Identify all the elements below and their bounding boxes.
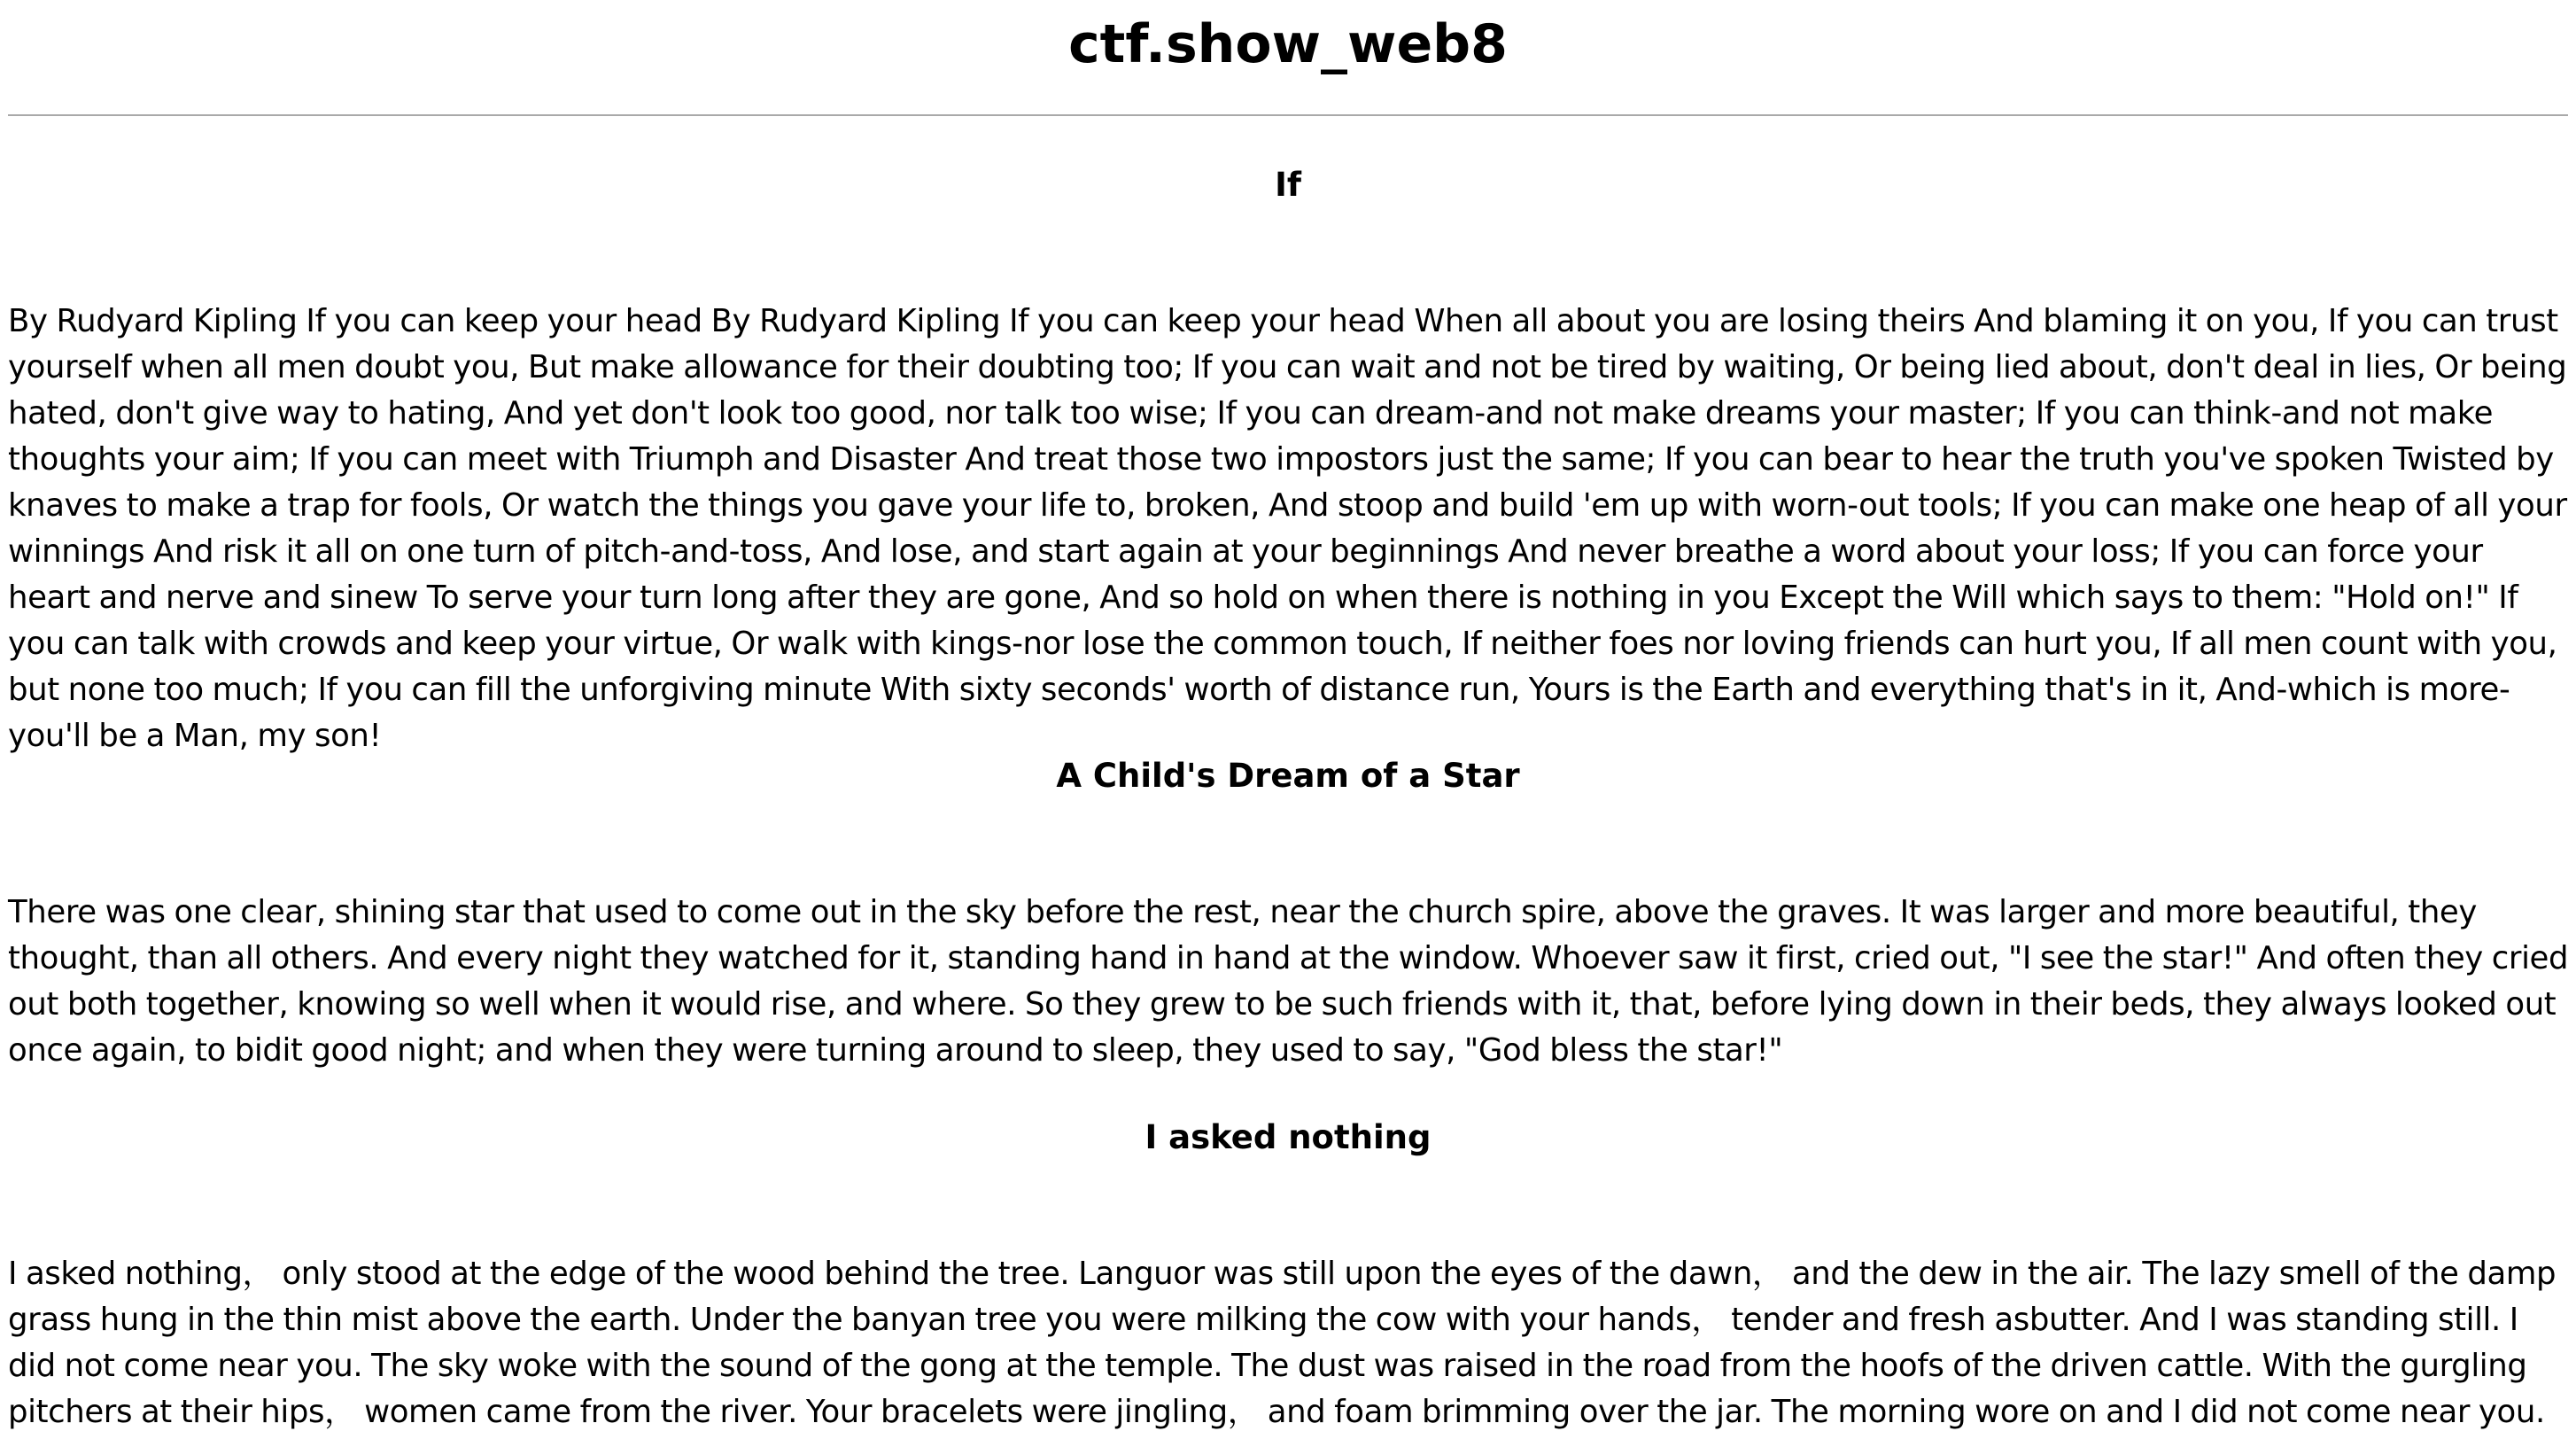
section-text-childs-dream: There was one clear, shining star that used to come out in the sky before the rest, near the church spire, above the graves. It was larger and more beautiful, they thought, than all others. And every night they watched for it, standing hand in hand at the window. Whoever saw it first, cried out, "I see the star!" And often they cried out both together, knowing so well when it would rise, and where. So they grew to be such friends with it, that, before lying down in their beds, they always looked out once again, to bidit good night; and when they were turning around to sleep, they used to say, "God bless the star!" <box>8 894 2569 1069</box>
page-title: ctf.show_web8 <box>1068 13 1508 75</box>
section-heading-childs-dream: A Child's Dream of a Star <box>1056 757 1520 795</box>
divider <box>8 114 2568 116</box>
section-heading-i-asked-nothing: I asked nothing <box>1144 1118 1432 1156</box>
section-text-if: By Rudyard Kipling If you can keep your head By Rudyard Kipling If you can keep your head When all about you are losing theirs And blaming it on you, If you can trust yourself when all men doubt you, But make allowance for their doubting too; If you can wait and not be tired by waiting, Or being lied about, don't deal in lies, Or being hated, don't give way to hating, And yet don't look too good, nor talk too wise; If you can dream-and not make dreams your master; If you can think-and not make thoughts your aim; If you can meet with Triumph and Disaster And treat those two impostors just the same; If you can bear to hear the truth you've spoken Twisted by knaves to make a trap for fools, Or watch the things you gave your life to, broken, And stoop and build 'em up with worn-out tools; If you can make one heap of all your winnings And risk it all on one turn of pitch-and-toss, And lose, and start again at your beginnings And never breathe a word about your loss; If you can force your heart and nerve and sinew To serve your turn long after they are gone, And so hold on when there is nothing in you Except the Will which says to them: "Hold on!" If you can talk with crowds and keep your virtue, Or walk with kings-nor lose the common touch, If neither foes nor loving friends can hurt you, If all men count with you, but none too much; If you can fill the unforgiving minute With sixty seconds' worth of distance run, Yours is the Earth and everything that's in it, And-which is more-you'll be a Man, my son! <box>8 303 2567 754</box>
section-heading-if: If <box>1275 166 1301 204</box>
section-text-i-asked-nothing: I asked nothing， only stood at the edge of the wood behind the tree. Languor was still upon the eyes of the dawn， and the dew in the air. The lazy smell of the damp grass hung in the thin mist above the earth. Under the banyan tree you were milking the cow with your hands， tender and fresh asbutter. And I was standing still. I did not come near you. The sky woke with the sound of the gong at the temple. The dust was raised in the road from the hoofs of the driven cattle. With the gurgling pitchers at their hips， women came from the river. Your bracelets were jingling， and foam brimming over the jar. The morning wore on and I did not come near you. <box>8 1256 2557 1430</box>
